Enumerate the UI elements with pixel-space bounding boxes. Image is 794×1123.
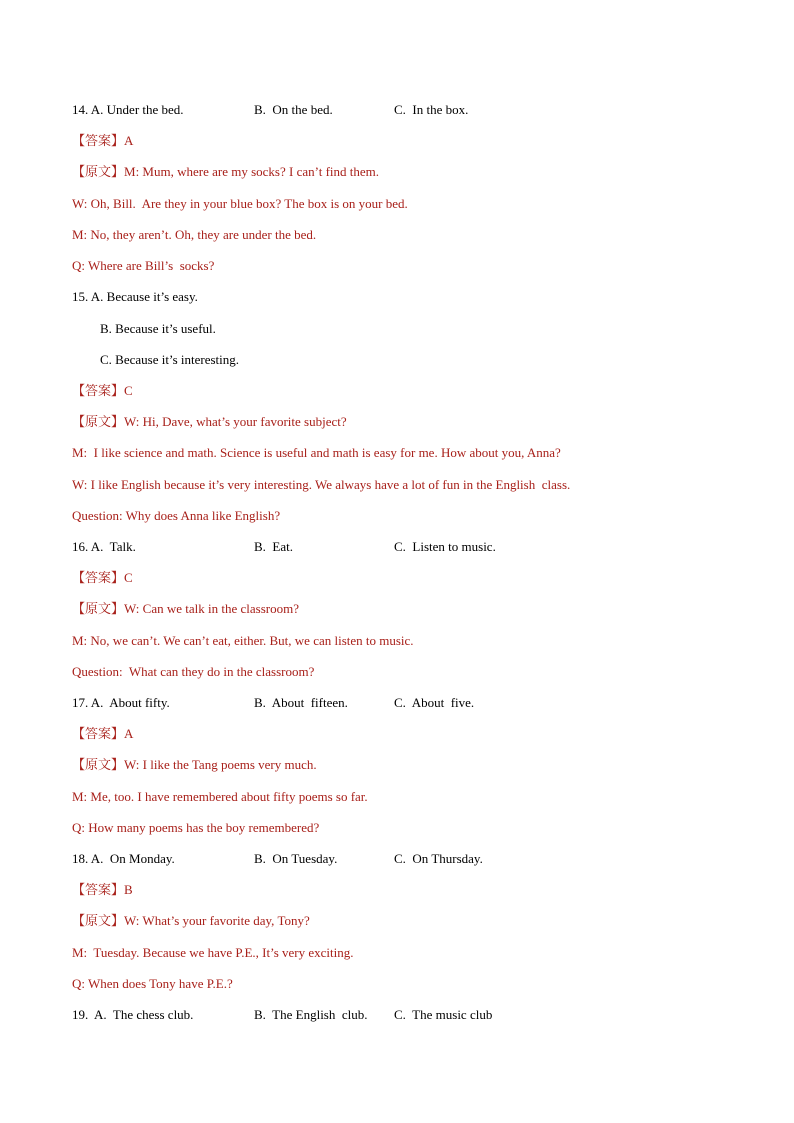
answer-tag: 【答案】 <box>72 882 125 897</box>
transcript-14-line-1: 【原文】M: Mum, where are my socks? I can’t find them. <box>72 164 380 179</box>
transcript-16-line-2: M: No, we can’t. We can’t eat, either. But, we can listen to music. <box>72 633 414 648</box>
transcript-tag: 【原文】 <box>72 164 125 179</box>
answer-value: A <box>124 133 134 148</box>
answer-tag: 【答案】 <box>72 133 125 148</box>
transcript-tag: 【原文】 <box>72 414 125 429</box>
option-a: 14. A. Under the bed. <box>72 102 184 117</box>
question-15-option-a: 15. A. Because it’s easy. <box>72 289 198 304</box>
transcript-16-line-1: 【原文】W: Can we talk in the classroom? <box>72 601 299 616</box>
transcript-17-line-1: 【原文】W: I like the Tang poems very much. <box>72 757 317 772</box>
answer-value: C <box>124 383 133 398</box>
transcript-14-line-2: W: Oh, Bill. Are they in your blue box? The box is on your bed. <box>72 196 408 211</box>
option-c: C. Listen to music. <box>394 539 496 554</box>
transcript-15-line-1: 【原文】W: Hi, Dave, what’s your favorite subject? <box>72 414 347 429</box>
transcript-18-line-2: M: Tuesday. Because we have P.E., It’s very exciting. <box>72 945 354 960</box>
option-b: B. About fifteen. <box>254 695 348 710</box>
option-c: C. In the box. <box>394 102 469 117</box>
answer-tag: 【答案】 <box>72 383 125 398</box>
question-17-options <box>72 695 722 711</box>
option-b: B. Eat. <box>254 539 293 554</box>
transcript-15-question: Question: Why does Anna like English? <box>72 508 281 523</box>
transcript-tag: 【原文】 <box>72 913 125 928</box>
question-15-option-c: C. Because it’s interesting. <box>100 352 240 367</box>
option-a: 19. A. The chess club. <box>72 1007 194 1022</box>
transcript-tag: 【原文】 <box>72 757 125 772</box>
answer-17 <box>72 726 133 742</box>
question-14-options <box>72 102 722 118</box>
answer-tag: 【答案】 <box>72 570 125 585</box>
option-a: 17. A. About fifty. <box>72 695 170 710</box>
question-19-options <box>72 1007 722 1023</box>
answer-18 <box>72 882 133 898</box>
answer-tag: 【答案】 <box>72 726 125 741</box>
question-15-option-b: B. Because it’s useful. <box>100 321 216 336</box>
option-c: C. About five. <box>394 695 475 710</box>
option-b: B. On Tuesday. <box>254 851 338 866</box>
option-c: C. On Thursday. <box>394 851 483 866</box>
answer-value: A <box>124 726 134 741</box>
answer-value: B <box>124 882 133 897</box>
answer-15 <box>72 383 133 399</box>
transcript-17-line-2: M: Me, too. I have remembered about fifty poems so far. <box>72 789 368 804</box>
transcript-18-line-1: 【原文】W: What’s your favorite day, Tony? <box>72 913 310 928</box>
transcript-17-question: Q: How many poems has the boy remembered? <box>72 820 320 835</box>
transcript-14-question: Q: Where are Bill’s socks? <box>72 258 215 273</box>
transcript-15-line-3: W: I like English because it’s very interesting. We always have a lot of fun in the English class. <box>72 477 571 492</box>
option-a: 18. A. On Monday. <box>72 851 175 866</box>
option-a: 16. A. Talk. <box>72 539 136 554</box>
option-c: C. The music club <box>394 1007 493 1022</box>
answer-value: C <box>124 570 133 585</box>
option-b: B. On the bed. <box>254 102 333 117</box>
question-18-options <box>72 851 722 867</box>
transcript-14-line-3: M: No, they aren’t. Oh, they are under the bed. <box>72 227 317 242</box>
option-b: B. The English club. <box>254 1007 368 1022</box>
transcript-16-question: Question: What can they do in the classroom? <box>72 664 315 679</box>
answer-14 <box>72 133 133 149</box>
transcript-tag: 【原文】 <box>72 601 125 616</box>
transcript-18-question: Q: When does Tony have P.E.? <box>72 976 233 991</box>
question-16-options <box>72 539 722 555</box>
answer-16 <box>72 570 133 586</box>
transcript-15-line-2: M: I like science and math. Science is useful and math is easy for me. How about you, Anna? <box>72 445 561 460</box>
